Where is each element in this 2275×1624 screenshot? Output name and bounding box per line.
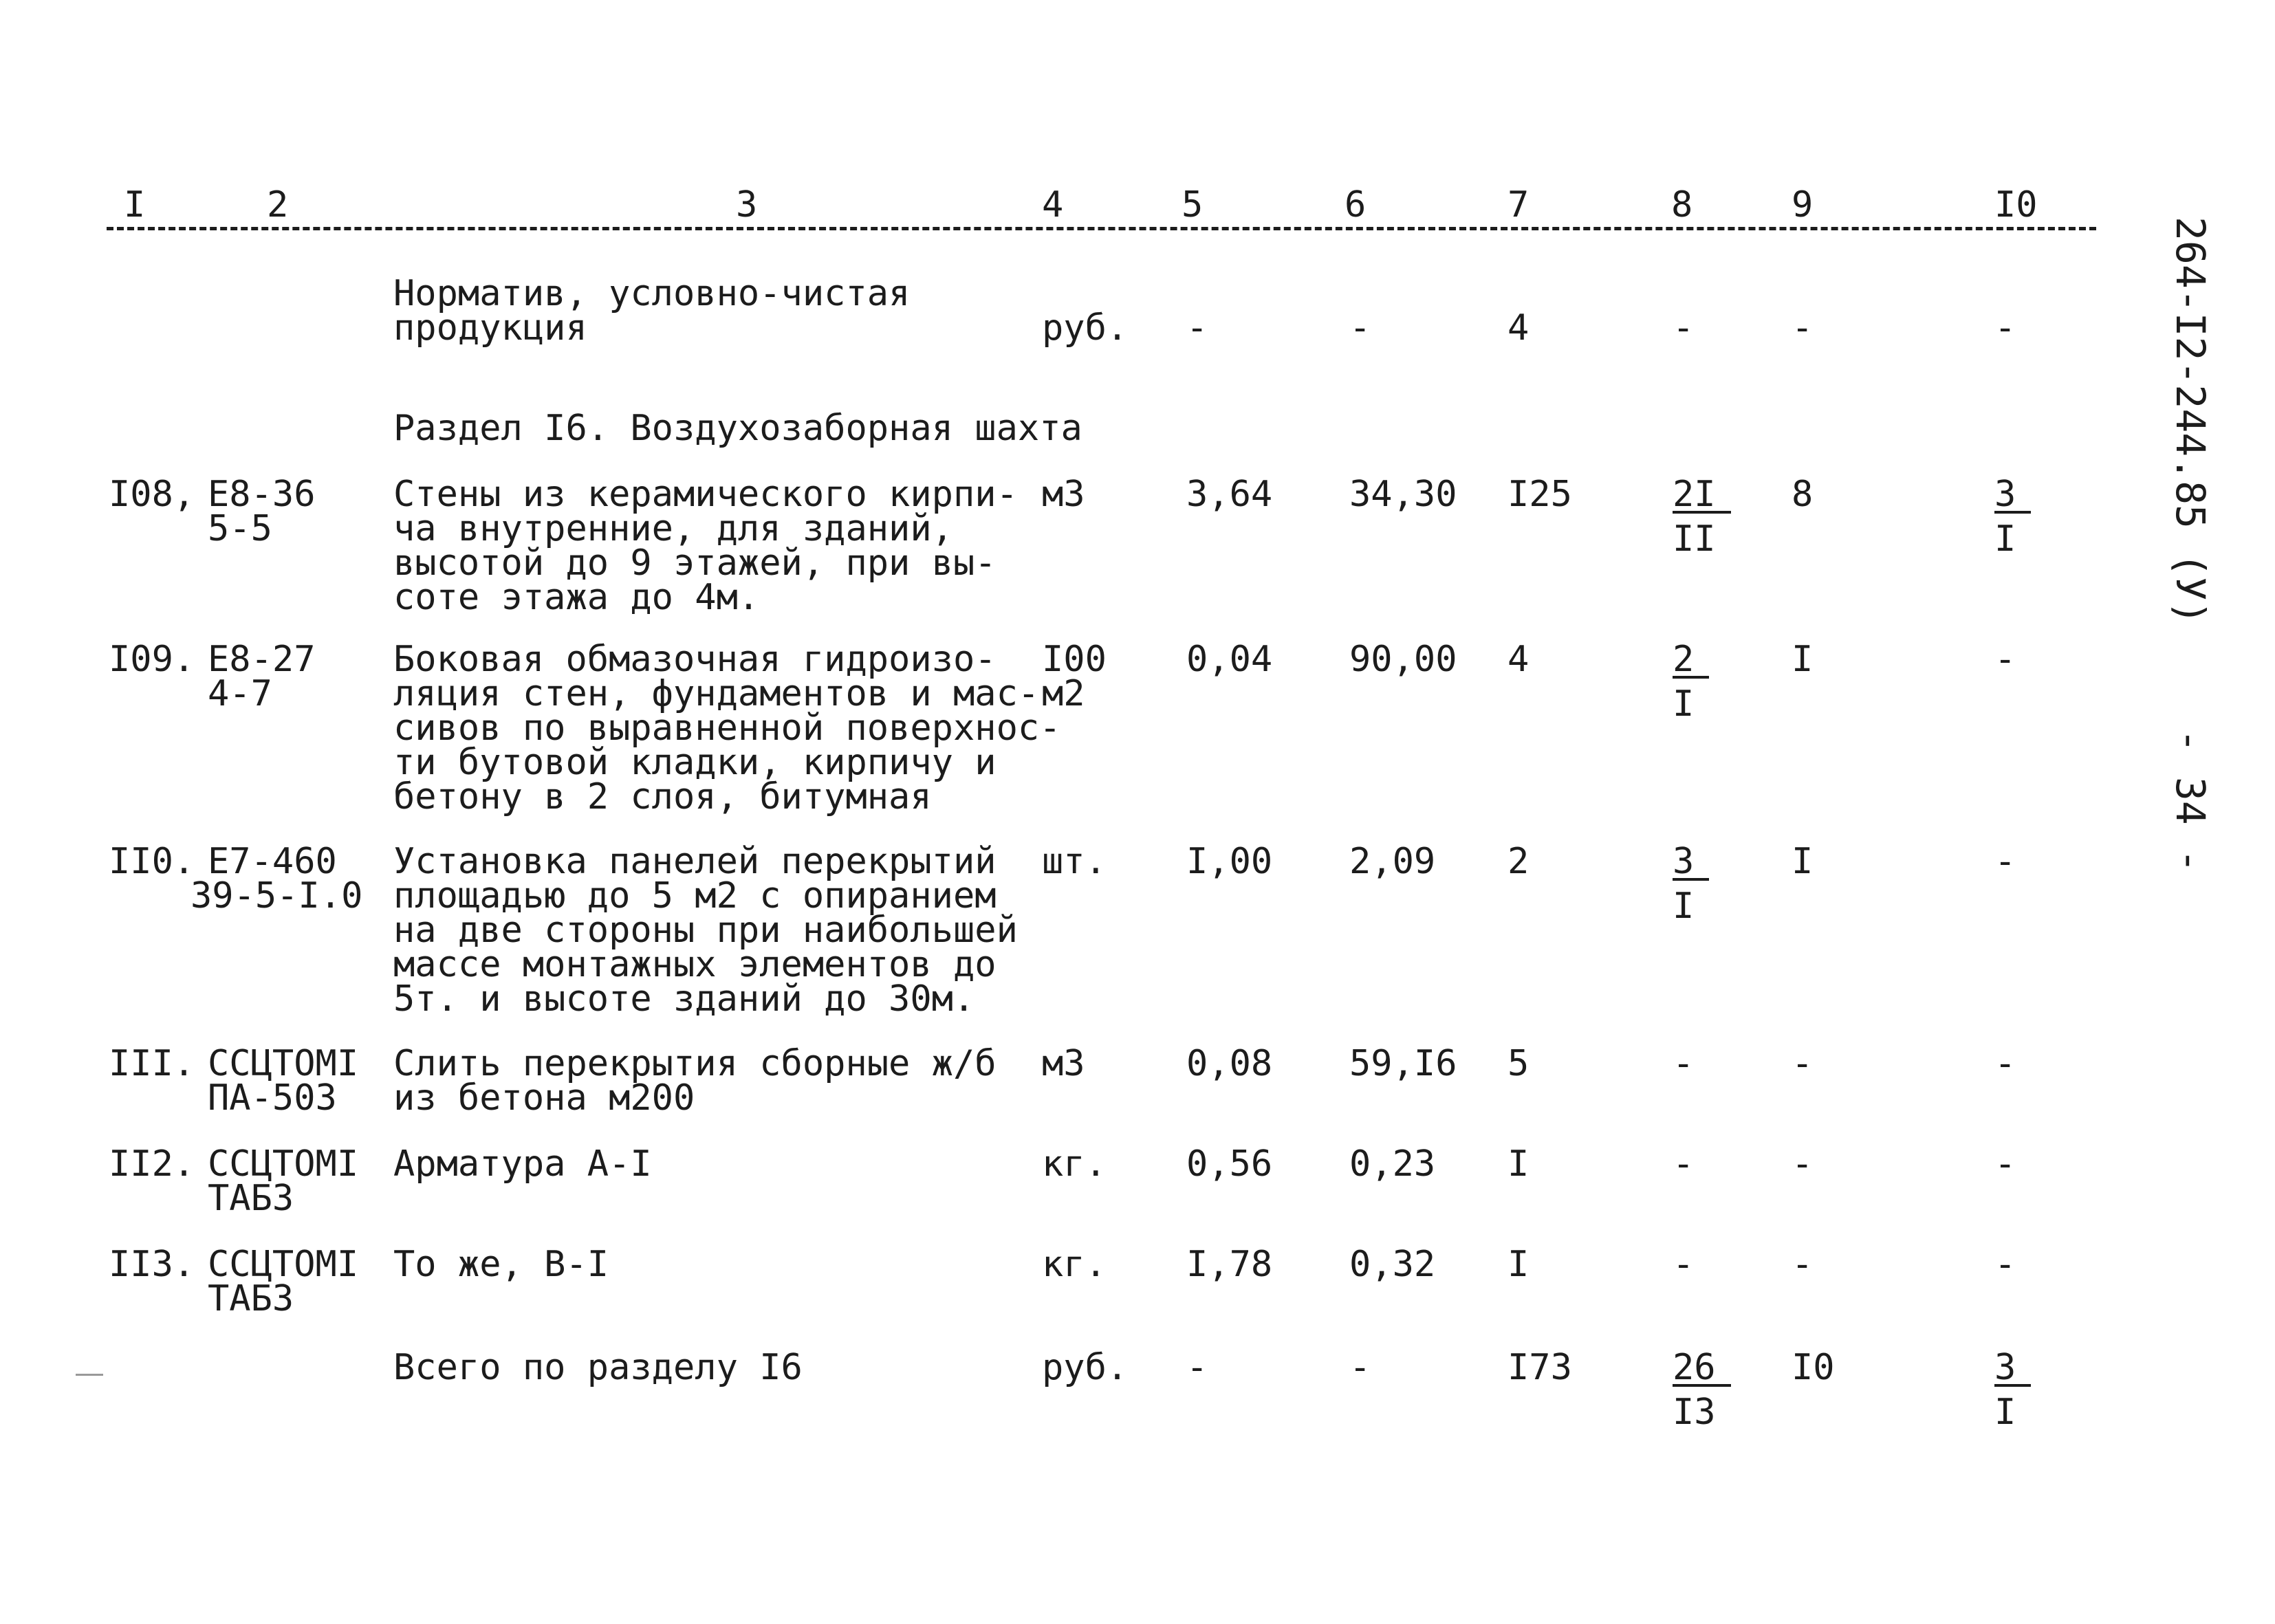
code-line: 4-7: [208, 673, 272, 714]
norm-col8: -: [1673, 307, 1695, 349]
col6-value: 59,I6: [1349, 1043, 1457, 1084]
desc-line: продукция: [393, 307, 587, 349]
code-line: 5-5: [208, 508, 272, 549]
row-number: III.: [109, 1043, 195, 1084]
col5-value: 0,08: [1186, 1043, 1273, 1084]
row-number: II0.: [109, 841, 195, 882]
row-number: I09.: [109, 639, 195, 680]
unit: [1042, 841, 1107, 882]
work-description: [393, 1143, 652, 1185]
unit-line: м2: [1042, 673, 1085, 714]
unit-line: шт.: [1042, 841, 1107, 882]
col8-value: -: [1673, 1244, 1695, 1285]
desc-line: Стены из керамического кирпи-: [393, 474, 1018, 515]
work-description: [393, 841, 1018, 1020]
desc-line: Боковая обмазочная гидроизо-: [393, 639, 997, 680]
col6-value: 90,00: [1349, 639, 1457, 680]
col6-value: 2,09: [1349, 841, 1436, 882]
fraction-numerator: 3: [1673, 845, 1709, 881]
header-col-5: 5: [1182, 184, 1204, 226]
header-col-6: 6: [1345, 184, 1367, 226]
code-line: ПА-503: [208, 1077, 337, 1119]
desc-line: Норматив, условно-чистая: [393, 273, 911, 314]
unit: [1042, 1143, 1107, 1185]
col9-value: -: [1792, 1244, 1814, 1285]
col10-value: -: [1994, 1244, 2016, 1285]
col5-value: 0,56: [1186, 1143, 1273, 1185]
fraction-numerator: 2I: [1673, 478, 1731, 514]
unit-line: I00: [1042, 639, 1107, 680]
unit: [1042, 1244, 1107, 1285]
total-col9: I0: [1792, 1347, 1835, 1388]
desc-line: Установка панелей перекрытий: [393, 841, 997, 882]
total-col10-fraction: [1994, 1347, 2031, 1433]
total-col5: -: [1186, 1347, 1208, 1388]
col10-value: -: [1994, 1143, 2016, 1185]
unit: [1042, 1043, 1085, 1084]
code-line: E7-460: [208, 841, 337, 882]
col5-value: I,00: [1186, 841, 1273, 882]
header-col-3: 3: [736, 184, 758, 226]
col8-fraction: [1673, 639, 1709, 725]
norm-code: [208, 639, 316, 714]
col8-value: -: [1673, 1143, 1695, 1185]
fraction-denominator: II: [1673, 518, 1716, 560]
header-col-4: 4: [1042, 184, 1064, 226]
desc-line: сивов по выравненной поверхнос-: [393, 707, 1061, 749]
col10-value: -: [1994, 841, 2016, 882]
total-col8-fraction: [1673, 1347, 1731, 1433]
header-col-1: I: [124, 184, 146, 226]
fraction-numerator: 26: [1673, 1351, 1731, 1387]
work-description: [393, 474, 1018, 618]
norm-code: [208, 1043, 359, 1119]
norm-code: [208, 474, 316, 549]
col5-value: 3,64: [1186, 474, 1273, 515]
col10-fraction: [1994, 474, 2031, 560]
desc-line: площадью до 5 м2 с опиранием: [393, 875, 997, 917]
header-col-8: 8: [1671, 184, 1693, 226]
norm-unit: руб.: [1042, 307, 1129, 349]
total-col7: I73: [1507, 1347, 1572, 1388]
desc-line: ти бутовой кладки, кирпичу и: [393, 742, 997, 783]
norm-col7: 4: [1507, 307, 1530, 349]
col7-value: 2: [1507, 841, 1530, 882]
desc-line: высотой до 9 этажей, при вы-: [393, 542, 997, 584]
code-line: ССЦТОМI: [208, 1043, 359, 1084]
col5-value: I,78: [1186, 1244, 1273, 1285]
norm-col10: -: [1994, 307, 2016, 349]
norm-col5: -: [1186, 307, 1208, 349]
total-unit: руб.: [1042, 1347, 1129, 1388]
header-rule: [107, 227, 2096, 230]
norm-code: [191, 841, 363, 917]
col7-value: 5: [1507, 1043, 1530, 1084]
norm-code: [208, 1244, 359, 1319]
norm-col9: -: [1792, 307, 1814, 349]
fraction-denominator: I: [1994, 1392, 2016, 1433]
col7-value: I: [1507, 1143, 1530, 1185]
fraction-denominator: I3: [1673, 1392, 1716, 1433]
fraction-numerator: 2: [1673, 643, 1709, 679]
margin-mark: [76, 1374, 103, 1376]
unit-line: м3: [1042, 1043, 1085, 1084]
norm-description: [393, 273, 911, 349]
col8-fraction: [1673, 474, 1731, 560]
unit: [1042, 474, 1085, 515]
desc-line: 5т. и высоте зданий до 30м.: [393, 978, 975, 1020]
unit-line: кг.: [1042, 1143, 1107, 1185]
col8-value: -: [1673, 1043, 1695, 1084]
header-col-9: 9: [1792, 184, 1814, 226]
col10-value: -: [1994, 1043, 2016, 1084]
desc-line: бетону в 2 слоя, битумная: [393, 776, 932, 818]
desc-line: соте этажа до 4м.: [393, 577, 760, 618]
header-col-10: I0: [1994, 184, 2038, 226]
unit: [1042, 639, 1107, 714]
desc-line: массе монтажных элементов до: [393, 944, 997, 985]
col6-value: 0,32: [1349, 1244, 1436, 1285]
col10-value: -: [1994, 639, 2016, 680]
col6-value: 0,23: [1349, 1143, 1436, 1185]
code-line: E8-27: [208, 639, 316, 680]
code-line: E8-36: [208, 474, 316, 515]
desc-line: Слить перекрытия сборные ж/б: [393, 1043, 997, 1084]
code-line: ТАБ3: [208, 1178, 294, 1219]
col9-value: I: [1792, 639, 1814, 680]
total-description: Всего по разделу I6: [393, 1347, 803, 1388]
work-description: [393, 1244, 609, 1285]
fraction-numerator: 3: [1994, 478, 2031, 514]
code-line: 39-5-I.0: [191, 875, 363, 917]
desc-line: ча внутренние, для зданий,: [393, 508, 953, 549]
col8-fraction: [1673, 841, 1709, 927]
fraction-denominator: I: [1673, 683, 1695, 725]
fraction-numerator: 3: [1994, 1351, 2031, 1387]
col6-value: 34,30: [1349, 474, 1457, 515]
code-line: ССЦТОМI: [208, 1143, 359, 1185]
col9-value: -: [1792, 1143, 1814, 1185]
work-description: [393, 1043, 997, 1119]
fraction-denominator: I: [1673, 886, 1695, 927]
col9-value: -: [1792, 1043, 1814, 1084]
work-description: [393, 639, 1061, 818]
norm-col6: -: [1349, 307, 1371, 349]
section-title: Раздел I6. Воздухозаборная шахта: [393, 408, 1082, 449]
desc-line: Арматура А-I: [393, 1143, 652, 1185]
col7-value: 4: [1507, 639, 1530, 680]
code-line: ССЦТОМI: [208, 1244, 359, 1285]
row-number: I08,: [109, 474, 195, 515]
unit-line: кг.: [1042, 1244, 1107, 1285]
norm-code: [208, 1143, 359, 1219]
fraction-denominator: I: [1994, 518, 2016, 560]
unit-line: м3: [1042, 474, 1085, 515]
row-number: II3.: [109, 1244, 195, 1285]
header-col-7: 7: [1507, 184, 1530, 226]
total-col6: -: [1349, 1347, 1371, 1388]
document-code: 264-I2-244.85 (У): [2167, 217, 2214, 625]
col7-value: I: [1507, 1244, 1530, 1285]
col7-value: I25: [1507, 474, 1572, 515]
desc-line: из бетона м200: [393, 1077, 695, 1119]
desc-line: на две стороны при наибольшей: [393, 910, 1018, 951]
row-number: II2.: [109, 1143, 195, 1185]
code-line: ТАБ3: [208, 1278, 294, 1319]
desc-line: То же, В-I: [393, 1244, 609, 1285]
header-col-2: 2: [267, 184, 289, 226]
col5-value: 0,04: [1186, 639, 1273, 680]
col9-value: I: [1792, 841, 1814, 882]
desc-line: ляция стен, фундаментов и мас-: [393, 673, 1040, 714]
page-number: - 34 -: [2167, 729, 2214, 873]
col9-value: 8: [1792, 474, 1814, 515]
